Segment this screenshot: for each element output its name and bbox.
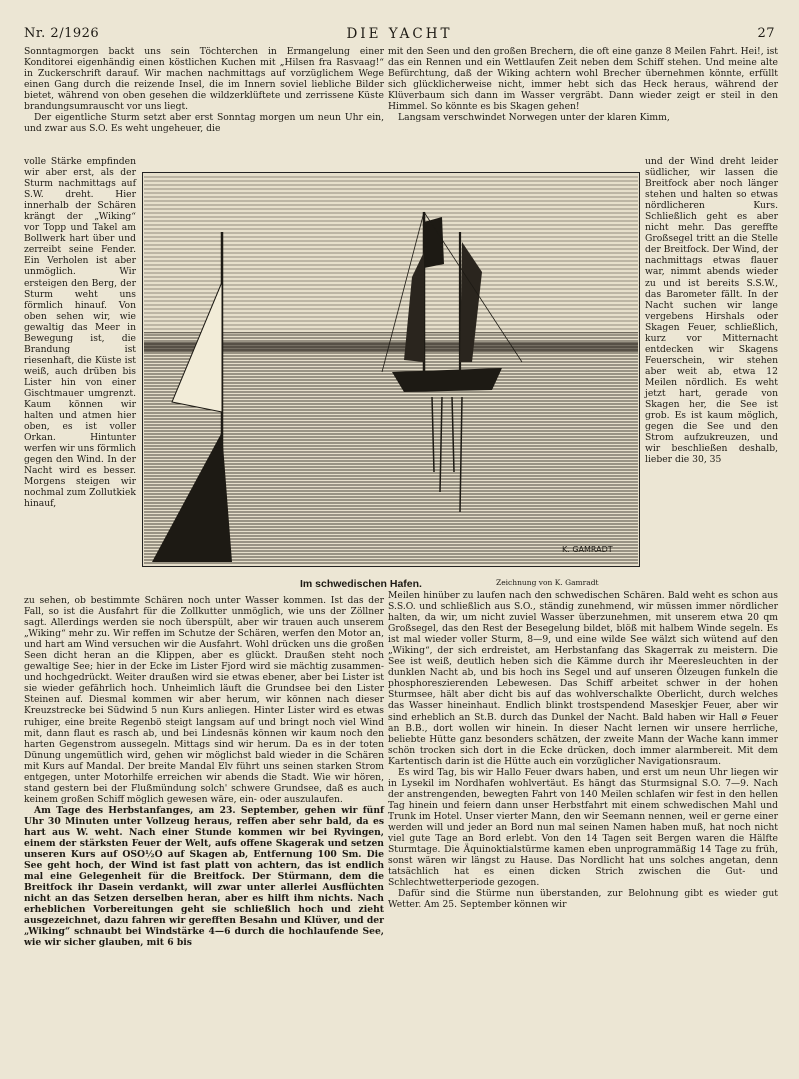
paragraph: mit den Seen und den großen Brechern, die oft eine ganze 8 Meilen Fahrt. Hei!, ist das ein Rennen und ein Wettlaufen Zeit neben dem Schiff stehen. Und meine alte Befürchtung, daß der Wiking achtern wohl Brecher übernehmen könnte, erfüllt sich glücklicherweise nicht, immer hebt sich das Heck heraus, während der Klüverbaum sich dann im Wasser vergräbt. Dann wieder zeigt er steil in den Himmel. So könnte es bis Skagen gehen! <box>388 46 778 113</box>
right-column-bottom <box>388 590 778 910</box>
paragraph: Meilen hinüber zu laufen nach den schwedischen Schären. Bald weht es schon aus S.S.O. und schließlich aus S.O., ständig zunehmend, wir müssen immer nördlicher halten, da wir, um nicht zuviel Wasser überzunehmen, mit unserem etwa 20 qm Großsegel, das den Rest der Besegelung bildet, blöß mit halbem Winde segeln. Es ist mal wieder voller Sturm, 8—9, und eine wilde See wälzt sich wütend auf den „Wiking“, der sich erdreistet, am Herbstanfang das Skagerrak zu meistern. Die See ist weiß, deutlich heben sich die Kämme durch ihr Meeresleuchten in der dunklen Nacht ab, und bis hoch ins Segel und auf unseren Ölzeugen funkeln die phosphoreszierenden Lebewesen. Das Schiff arbeitet schwer in der hohen Sturmsee, hält aber dicht bis auf das wohlverschalkte Oberlicht, durch welches das Wasser hineinhaut. Endlich blinkt trostspendend Maseskjer Feuer, aber wir sind erheblich an St.B. durch das Dunkel der Nacht. Bald haben wir Hall ø Feuer an B.B., dort wollen wir hinein. In dieser Nacht lernen wir unsere herrliche, beliebte Hütte ganz besonders schätzen, der zweite Mann der Wache kann immer schön trocken sich dort in die Ecke drücken, doch immer alarmbereit. Mit dem Kartentisch darin ist die Hütte auch ein vorzüglicher Navigationsraum. <box>388 590 778 767</box>
figure-caption: Im schwedischen Hafen. <box>300 578 422 590</box>
ship-drawing <box>142 172 640 567</box>
paragraph: Es wird Tag, bis wir Hallo Feuer dwars haben, und erst um neun Uhr liegen wir in Lysekil im Nordhafen wohlvertäut. Es hängt das Sturmsignal S.O. 7—9. Nach der anstrengenden, bewegten Fahrt von 140 Meilen schlafen wir fest in den hellen Tag hinein und feiern dann unser Herbstfahrt mit einem schwedischen Mahl und Trunk im Hotel. Unser vierter Mann, den wir Seemann nennen, weil er gerne einer werden will und jeder an Bord nun mal seinen Namen haben muß, hat noch nicht viel gute Tage an Bord erlebt. Von den 14 Tagen seit Bergen waren die Hälfte Sturmtage. Die Äquinoktialstürme kamen eben unprogrammäßig 14 Tage zu früh, sonst wären wir längst zu Hause. Das Nordlicht hat uns solches angetan, denn tatsächlich hat es einen dicken Strich zwischen die Gut- und Schlechtwetterperiode gezogen. <box>388 766 778 889</box>
paragraph: und der Wind dreht leider südlicher, wir lassen die Breitfock aber noch länger stehen und halten so etwas nördlicheren Kurs. Schließlich geht es aber nicht mehr. Das gereffte Großsegel tritt an die Stelle der Breitfock. Der Wind, der nachmittags etwas flauer war, nimmt abends wieder zu und ist bereits S.S.W., das Barometer fällt. In der Nacht suchen wir lange vergebens Hirshals oder Skagen Feuer, schließlich, kurz vor Mitternacht entdecken wir Skagens Feuerschein, wir stehen aber weit ab, etwa 12 Meilen nördlich. Es weht jetzt hart, gerade von Skagen her, die See ist grob. Es ist kaum möglich, gegen die See und den Strom aufzukreuzen, und wir beschließen deshalb, lieber die 30, 35 <box>645 156 779 466</box>
paragraph: Sonntagmorgen backt uns sein Töchterchen in Ermangelung einer Konditorei eigenhändig einen köstlichen Kuchen mit „Hilsen fra Rasvaag!“ in Zuckerschrift darauf. Wir machen nachmittags auf vorzüglichem Wege einen Gang durch die reizende Insel, die im Innern soviel liebliche Bilder bietet, während von oben gesehen die wildzerklüftete und zerrissene Küste brandungsumrauscht vor uns liegt. <box>24 46 384 113</box>
left-column-top <box>24 46 384 134</box>
magazine-title: DIE YACHT <box>346 26 453 42</box>
right-column-top <box>388 46 778 123</box>
paragraph: volle Stärke empfinden wir aber erst, als der Sturm nachmittags auf S.W. dreht. Hier innerhalb der Schären krängt der „Wiking“ vor Topp und Takel am Bollwerk hart über und zerreibt seine Fender. Ein Verholen ist aber unmöglich. Wir ersteigen den Berg, der Sturm weht uns förmlich hinauf. Von oben sehen wir, wie gewaltig das Meer in Bewegung ist, die Brandung ist riesenhaft, die Küste ist weiß, auch drüben bis Lister hin von einer Gischtmauer umgrenzt. Kaum können wir halten und atmen hier oben, es ist voller Orkan. Hintunter werfen wir uns förmlich gegen den Wind. In der Nacht wird es besser. Morgens steigen wir nochmal zum Zollutkiek hinauf, <box>24 156 136 510</box>
paragraph: Der eigentliche Sturm setzt aber erst Sonntag morgen um neun Uhr ein, und zwar aus S.O. Es weht ungeheuer, die <box>24 112 384 135</box>
paragraph: zu sehen, ob bestimmte Schären noch unter Wasser kommen. Ist das der Fall, so ist die Ausfahrt für die Zollkutter unmöglich, wie uns der Zöllner sagt. Allerdings werden sie noch überspült, aber wir trauen auch unserem „Wiking“ mehr zu. Wir reffen im Schutze der Schären, werfen den Motor an, und hart am Wind versuchen wir die Ausfahrt. Wohl drücken uns die großen Seen dicht heran an die Klippen, aber es glückt. Draußen steht noch gewaltige See; hier in der Ecke im Lister Fjord wird sie mächtig zusammen- und hochgedrückt. Weiter draußen wird sie etwas ebener, aber bei Lister ist sie wieder gefährlich hoch. Unheimlich läuft die Grundsee bei den Lister Steinen auf. Diesmal kommen wir aber herum, wir können nach dieser Kreuzstrecke bei Südwind 5 nun Kurs anliegen. Hinter Lister wird es etwas ruhiger, eine breite Regenbö steigt langsam auf und bringt noch viel Wind mit, dann flaut es rasch ab, und bei Lindesnäs können wir kaum noch den harten Gegenstrom aussegeln. Mittags sind wir herum. Da es in der toten Dünung ungemütlich wird, gehen wir möglichst bald wieder in die Schären mit Kurs auf Mandal. Der breite Mandal Elv führt uns seinen starken Strom entgegen, unter Motorhilfe erreichen wir abends die Stadt. Wie wir hören, stand gestern bei der Flußmündung solch' schwere Grundsee, daß es auch keinem großen Schiff möglich gewesen wäre, ein- oder auszulaufen. <box>24 595 384 805</box>
left-column-bottom <box>24 595 384 949</box>
issue-number: Nr. 2/1926 <box>24 26 100 41</box>
left-narrow-column <box>24 156 136 510</box>
harbor-illustration <box>142 172 640 567</box>
paragraph: Am Tage des Herbstanfanges, am 23. September, gehen wir fünf Uhr 30 Minuten unter Vollzeug heraus, reffen aber sehr bald, da es hart aus W. weht. Nach einer Stunde kommen wir bei Ryvingen, einem der stärksten Feuer der Welt, aufs offene Skagerak und setzen unseren Kurs auf OSO½O auf Skagen ab, Entfernung 100 Sm. Die See geht hoch, der Wind ist fast platt von achtern, das ist endlich mal eine Gelegenheit für die Breitfock. Der Stürmann, dem die Breitfock ihr Dasein verdankt, will zwar unter allerlei Ausflüchten nicht an das Setzen derselben heran, aber es hilft ihm nichts. Nach erheblichen Vorbereitungen geht sie schließlich hoch und zieht ausgezeichnet, dazu fahren wir gerefften Besahn und Klüver, und der „Wiking“ schnaubt bei Windstärke 4—6 durch die hochlaufende See, wie wir sicher glauben, mit 6 bis <box>24 804 384 949</box>
page-number: 27 <box>757 26 775 41</box>
paragraph: Langsam verschwindet Norwegen unter der klaren Kimm, <box>398 112 670 124</box>
figure-credit: Zeichnung von K. Gamradt <box>496 578 599 587</box>
artist-signature: K. GAMRADT <box>562 545 613 554</box>
paragraph: Dafür sind die Stürme nun überstanden, zur Belohnung gibt es wieder gut Wetter. Am 25. September können wir <box>388 888 778 911</box>
right-narrow-column <box>645 156 778 465</box>
